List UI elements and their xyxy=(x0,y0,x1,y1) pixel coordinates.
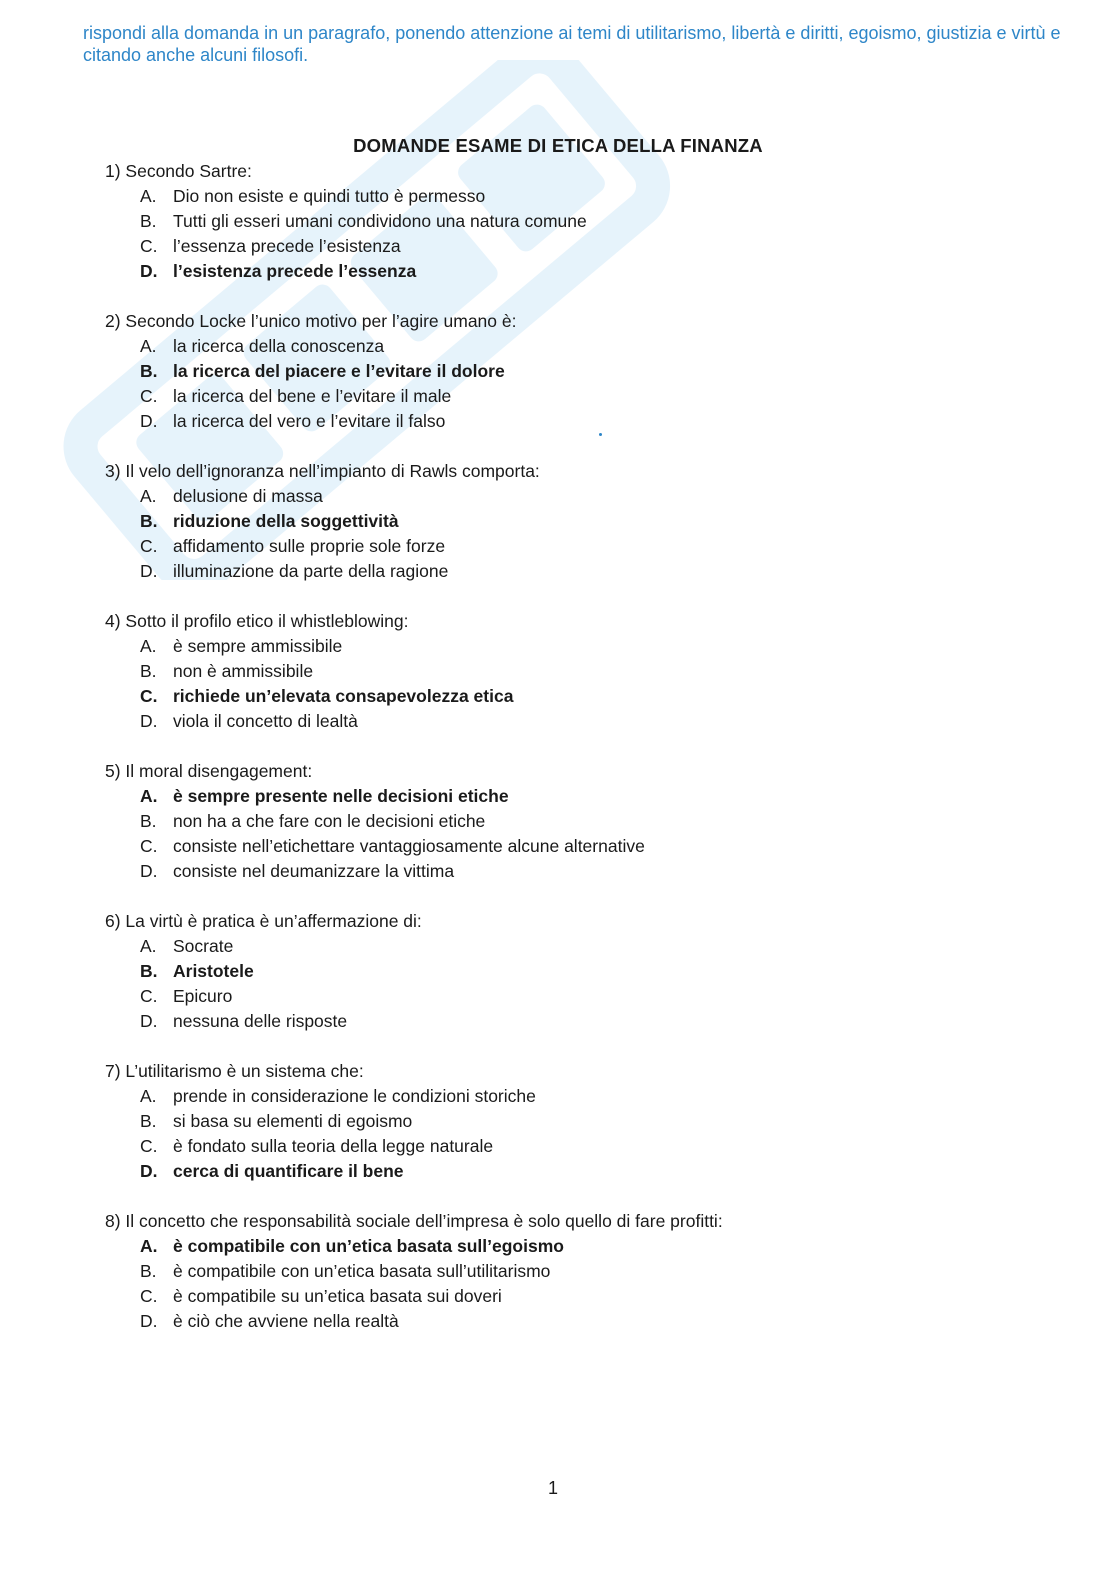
answer-option xyxy=(105,1259,1005,1284)
answer-option xyxy=(105,634,1005,659)
option-letter: B. xyxy=(140,661,157,681)
answer-option xyxy=(105,209,1005,234)
page-title: DOMANDE ESAME DI ETICA DELLA FINANZA xyxy=(353,135,763,156)
option-letter: D. xyxy=(140,1311,158,1331)
option-letter: A. xyxy=(140,336,157,356)
question-block xyxy=(105,759,1005,884)
option-text: Epicuro xyxy=(173,986,233,1006)
option-text: l’essenza precede l’esistenza xyxy=(173,236,401,256)
answer-option xyxy=(105,809,1005,834)
option-text: è compatibile su un’etica basata sui doveri xyxy=(173,1286,502,1306)
option-letter: B. xyxy=(140,961,158,981)
option-letter: A. xyxy=(140,786,158,806)
answer-option xyxy=(105,409,1005,434)
answer-option xyxy=(105,1084,1005,1109)
page-number: 1 xyxy=(547,1478,558,1498)
answer-option xyxy=(105,709,1005,734)
answer-option xyxy=(105,534,1005,559)
option-text: è sempre presente nelle decisioni etiche xyxy=(173,786,509,806)
question-block xyxy=(105,609,1005,734)
answer-option xyxy=(105,1109,1005,1134)
question-text: 4) Sotto il profilo etico il whistleblowing: xyxy=(105,611,409,631)
answer-option xyxy=(105,384,1005,409)
option-text: Dio non esiste e quindi tutto è permesso xyxy=(173,186,486,206)
option-text: prende in considerazione le condizioni storiche xyxy=(173,1086,536,1106)
option-text: la ricerca del vero e l’evitare il falso xyxy=(173,411,446,431)
option-text: è compatibile con un’etica basata sull’egoismo xyxy=(173,1236,564,1256)
answer-option-correct xyxy=(105,1159,1005,1184)
answer-option xyxy=(105,659,1005,684)
option-text: consiste nel deumanizzare la vittima xyxy=(173,861,455,881)
question-text: 5) Il moral disengagement: xyxy=(105,761,313,781)
answer-option xyxy=(105,834,1005,859)
option-text: la ricerca del piacere e l’evitare il dolore xyxy=(173,361,505,381)
option-text: richiede un’elevata consapevolezza etica xyxy=(173,686,514,706)
option-letter: A. xyxy=(140,486,157,506)
option-text: la ricerca del bene e l’evitare il male xyxy=(173,386,452,406)
answer-option xyxy=(105,1009,1005,1034)
option-text: Aristotele xyxy=(173,961,254,981)
question-text: 3) Il velo dell’ignoranza nell’impianto di Rawls comporta: xyxy=(105,461,540,481)
option-text: delusione di massa xyxy=(173,486,323,506)
answer-option-correct xyxy=(105,359,1005,384)
option-letter: D. xyxy=(140,861,158,881)
option-letter: A. xyxy=(140,636,157,656)
answer-option xyxy=(105,484,1005,509)
option-letter: D. xyxy=(140,1161,158,1181)
option-letter: A. xyxy=(140,936,157,956)
answer-option-correct xyxy=(105,959,1005,984)
question-block xyxy=(105,159,1005,284)
option-text: illuminazione da parte della ragione xyxy=(173,561,449,581)
answer-option xyxy=(105,184,1005,209)
question-text: 2) Secondo Locke l’unico motivo per l’agire umano è: xyxy=(105,311,517,331)
option-letter: B. xyxy=(140,211,157,231)
option-text: la ricerca della conoscenza xyxy=(173,336,385,356)
option-text: cerca di quantificare il bene xyxy=(173,1161,404,1181)
answer-option xyxy=(105,984,1005,1009)
answer-option-correct xyxy=(105,684,1005,709)
option-text: si basa su elementi di egoismo xyxy=(173,1111,413,1131)
answer-option xyxy=(105,334,1005,359)
option-text: Tutti gli esseri umani condividono una natura comune xyxy=(173,211,587,231)
intro-instructions: rispondi alla domanda in un paragrafo, ponendo attenzione ai temi di utilitarismo, libertà e diritti, egoismo, giustizia e virtù e citando anche alcuni filosofi. xyxy=(83,23,1061,65)
option-letter: C. xyxy=(140,386,158,406)
option-letter: D. xyxy=(140,561,158,581)
question-list xyxy=(105,159,1005,1359)
option-letter: B. xyxy=(140,511,158,531)
option-letter: C. xyxy=(140,836,158,856)
option-letter: D. xyxy=(140,1011,158,1031)
question-block xyxy=(105,459,1005,584)
answer-option xyxy=(105,1284,1005,1309)
question-text: 7) L’utilitarismo è un sistema che: xyxy=(105,1061,364,1081)
option-letter: C. xyxy=(140,236,158,256)
question-block xyxy=(105,1209,1005,1334)
question-text: 8) Il concetto che responsabilità sociale dell’impresa è solo quello di fare profitti: xyxy=(105,1211,723,1231)
answer-option-correct xyxy=(105,259,1005,284)
option-letter: C. xyxy=(140,1136,158,1156)
option-text: è compatibile con un’etica basata sull’utilitarismo xyxy=(173,1261,551,1281)
question-block xyxy=(105,309,1005,434)
option-text: viola il concetto di lealtà xyxy=(173,711,358,731)
option-text: Socrate xyxy=(173,936,234,956)
option-text: è sempre ammissibile xyxy=(173,636,343,656)
option-letter: B. xyxy=(140,1261,157,1281)
option-text: non ha a che fare con le decisioni etiche xyxy=(173,811,486,831)
question-block xyxy=(105,1059,1005,1184)
answer-option xyxy=(105,859,1005,884)
option-letter: C. xyxy=(140,686,158,706)
answer-option xyxy=(105,559,1005,584)
option-letter: B. xyxy=(140,1111,157,1131)
answer-option-correct xyxy=(105,784,1005,809)
answer-option-correct xyxy=(105,1234,1005,1259)
option-letter: D. xyxy=(140,261,158,281)
option-letter: C. xyxy=(140,536,158,556)
option-text: riduzione della soggettività xyxy=(173,511,399,531)
option-text: non è ammissibile xyxy=(173,661,314,681)
option-letter: C. xyxy=(140,986,158,1006)
option-letter: A. xyxy=(140,1236,158,1256)
answer-option-correct xyxy=(105,509,1005,534)
answer-option xyxy=(105,1134,1005,1159)
answer-option xyxy=(105,234,1005,259)
question-block xyxy=(105,909,1005,1034)
question-text: 6) La virtù è pratica è un’affermazione di: xyxy=(105,911,422,931)
option-letter: B. xyxy=(140,361,158,381)
option-text: nessuna delle risposte xyxy=(173,1011,348,1031)
answer-option xyxy=(105,1309,1005,1334)
option-text: affidamento sulle proprie sole forze xyxy=(173,536,446,556)
question-text: 1) Secondo Sartre: xyxy=(105,161,252,181)
option-letter: A. xyxy=(140,1086,157,1106)
option-letter: D. xyxy=(140,711,158,731)
option-text: l’esistenza precede l’essenza xyxy=(173,261,417,281)
stray-dot xyxy=(599,433,602,436)
option-text: è fondato sulla teoria della legge naturale xyxy=(173,1136,494,1156)
option-letter: B. xyxy=(140,811,157,831)
option-text: è ciò che avviene nella realtà xyxy=(173,1311,399,1331)
option-letter: C. xyxy=(140,1286,158,1306)
option-letter: A. xyxy=(140,186,157,206)
answer-option xyxy=(105,934,1005,959)
option-letter: D. xyxy=(140,411,158,431)
option-text: consiste nell’etichettare vantaggiosamente alcune alternative xyxy=(173,836,645,856)
